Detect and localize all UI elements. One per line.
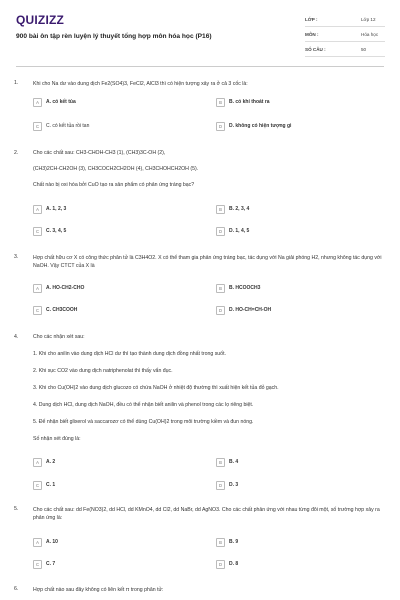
worksheet-title: 900 bài ôn tập rèn luyện lý thuyết tổng hợp môn hóa học (P16) bbox=[16, 33, 212, 40]
option-letter-box: B bbox=[216, 98, 225, 107]
question-line: (CH3)2CH-CH2OH (3), CH3COCH2CH2OH (4), CH3CHOHCH2OH (5). bbox=[33, 166, 199, 172]
question-line: 1. Khi cho anilin vào dung dịch HCl dư thì tạo thành dung dịch đồng nhất trong suốt. bbox=[33, 351, 226, 357]
question-line: 5. Để nhận biết glixerol và saccarozơ có thể dùng Cu(OH)2 trong môi trường kiềm và đun nóng. bbox=[33, 419, 254, 425]
meta-table bbox=[305, 12, 385, 57]
question-number: 5. bbox=[14, 506, 19, 512]
header-divider bbox=[16, 66, 384, 67]
option-letter-box: D bbox=[216, 306, 225, 315]
question-number: 2. bbox=[14, 150, 19, 156]
option-letter-box: B bbox=[216, 284, 225, 293]
meta-row-subject bbox=[305, 27, 385, 42]
option-d[interactable] bbox=[216, 560, 371, 569]
option-text: C. 1 bbox=[46, 481, 56, 488]
option-letter-box: C bbox=[33, 560, 42, 569]
question-line: 3. Khi cho Cu(OH)2 vào dung dịch glucozo có chứa NaOH ở nhiệt độ thường thì xuất hiện kết tủa đỏ gạch. bbox=[33, 385, 279, 391]
option-a[interactable] bbox=[33, 205, 188, 214]
brand-logo: QUIZIZZ bbox=[16, 13, 65, 27]
option-c[interactable] bbox=[33, 122, 188, 131]
option-text: B. 4 bbox=[229, 458, 239, 465]
option-a[interactable] bbox=[33, 284, 188, 293]
option-letter-box: D bbox=[216, 481, 225, 490]
option-text: A. HO-CH2-CHO bbox=[46, 284, 85, 291]
option-text: D. 3 bbox=[229, 481, 239, 488]
meta-label: SỐ CÂU : bbox=[305, 46, 326, 52]
question-line: Cho các chất sau: CH3-CHOH-CH3 (1), (CH3)3C-OH (2), bbox=[33, 150, 166, 156]
question-number: 6. bbox=[14, 586, 19, 592]
option-letter-box: D bbox=[216, 560, 225, 569]
option-letter-box: C bbox=[33, 227, 42, 236]
option-text: D. 1, 4, 5 bbox=[229, 227, 250, 234]
question-line: 2. Khi sục CO2 vào dung dịch natriphenolat thì thấy vẩn đục. bbox=[33, 368, 173, 374]
option-c[interactable] bbox=[33, 560, 188, 569]
option-text: D. HO-CH=CH-OH bbox=[229, 306, 272, 313]
option-text: D. không có hiện tượng gì bbox=[229, 122, 292, 129]
option-text: C. 3, 4, 5 bbox=[46, 227, 67, 234]
meta-label: MÔN : bbox=[305, 31, 319, 37]
option-text: B. HCOOCH3 bbox=[229, 284, 261, 291]
option-d[interactable] bbox=[216, 122, 371, 131]
option-letter-box: A bbox=[33, 205, 42, 214]
option-text: A. 2 bbox=[46, 458, 56, 465]
question-number: 1. bbox=[14, 80, 19, 86]
meta-row-count bbox=[305, 42, 385, 57]
option-c[interactable] bbox=[33, 481, 188, 490]
question-line: 4. Dung dịch HCl, dung dịch NaOH, đều có thể nhận biết anilin và phenol trong các lọ riêng biệt. bbox=[33, 402, 254, 408]
option-letter-box: C bbox=[33, 306, 42, 315]
option-text: A. 1, 2, 3 bbox=[46, 205, 67, 212]
option-text: A. 10 bbox=[46, 538, 58, 545]
option-text: B. 9 bbox=[229, 538, 239, 545]
option-c[interactable] bbox=[33, 306, 188, 315]
question-text: Hợp chất nào sau đây không có liên kết π trong phân tử: bbox=[33, 587, 164, 593]
question-text: Khi cho Na dư vào dung dịch Fe2(SO4)3, FeCl2, AlCl3 thì có hiện tượng xảy ra ở cả 3 cốc là: bbox=[33, 81, 248, 87]
option-text: C. CH3COOH bbox=[46, 306, 78, 313]
question-text: Cho các chất sau: dd Fe(NO3)2, dd HCl, dd KMnO4, dd Cl2, dd NaBr, dd AgNO3. Cho các chất phản ứng với nhau từng đôi một, số trường hợp xảy ra phản ứng là: bbox=[33, 507, 380, 521]
option-text: B. 2, 3, 4 bbox=[229, 205, 250, 212]
meta-value: Hóa học bbox=[361, 31, 379, 37]
option-b[interactable] bbox=[216, 458, 371, 467]
option-a[interactable] bbox=[33, 538, 188, 547]
option-letter-box: A bbox=[33, 538, 42, 547]
option-text: B. có khí thoát ra bbox=[229, 98, 270, 105]
question-line: Số nhận xét đúng là: bbox=[33, 436, 81, 442]
option-letter-box: B bbox=[216, 538, 225, 547]
option-letter-box: C bbox=[33, 481, 42, 490]
meta-label: LỚP : bbox=[305, 16, 318, 22]
question-text: Hợp chất hữu cơ X có công thức phân tử là C3H4O2. X có thể tham gia phản ứng tráng bạc, tác dụng với Na giải phóng H2, nhưng không tác dụng với NaOH. Vậy CTCT của X là bbox=[33, 255, 382, 269]
option-a[interactable] bbox=[33, 458, 188, 467]
option-text: D. 8 bbox=[229, 560, 239, 567]
option-letter-box: A bbox=[33, 98, 42, 107]
question-line: Cho các nhận xét sau: bbox=[33, 334, 85, 340]
option-d[interactable] bbox=[216, 227, 371, 236]
question-number: 4. bbox=[14, 334, 19, 340]
option-b[interactable] bbox=[216, 98, 371, 107]
option-letter-box: A bbox=[33, 284, 42, 293]
option-letter-box: B bbox=[216, 458, 225, 467]
meta-row-class bbox=[305, 12, 385, 27]
option-b[interactable] bbox=[216, 205, 371, 214]
option-letter-box: B bbox=[216, 205, 225, 214]
option-d[interactable] bbox=[216, 481, 371, 490]
option-a[interactable] bbox=[33, 98, 188, 107]
option-b[interactable] bbox=[216, 284, 371, 293]
option-c[interactable] bbox=[33, 227, 188, 236]
question-number: 3. bbox=[14, 254, 19, 260]
option-text: C. 7 bbox=[46, 560, 56, 567]
meta-value: 50 bbox=[361, 46, 367, 52]
option-letter-box: A bbox=[33, 458, 42, 467]
header bbox=[0, 0, 400, 62]
option-letter-box: D bbox=[216, 227, 225, 236]
option-letter-box: D bbox=[216, 122, 225, 131]
option-text: C. có kết tủa rồi tan bbox=[46, 122, 90, 129]
option-letter-box: C bbox=[33, 122, 42, 131]
question-line: Chất nào bị oxi hóa bởi CuO tạo ra sản phẩm có phản ứng tráng bạc? bbox=[33, 182, 195, 188]
option-d[interactable] bbox=[216, 306, 371, 315]
option-b[interactable] bbox=[216, 538, 371, 547]
meta-value: Lớp 12 bbox=[361, 16, 376, 22]
option-text: A. có kết tủa bbox=[46, 98, 76, 105]
